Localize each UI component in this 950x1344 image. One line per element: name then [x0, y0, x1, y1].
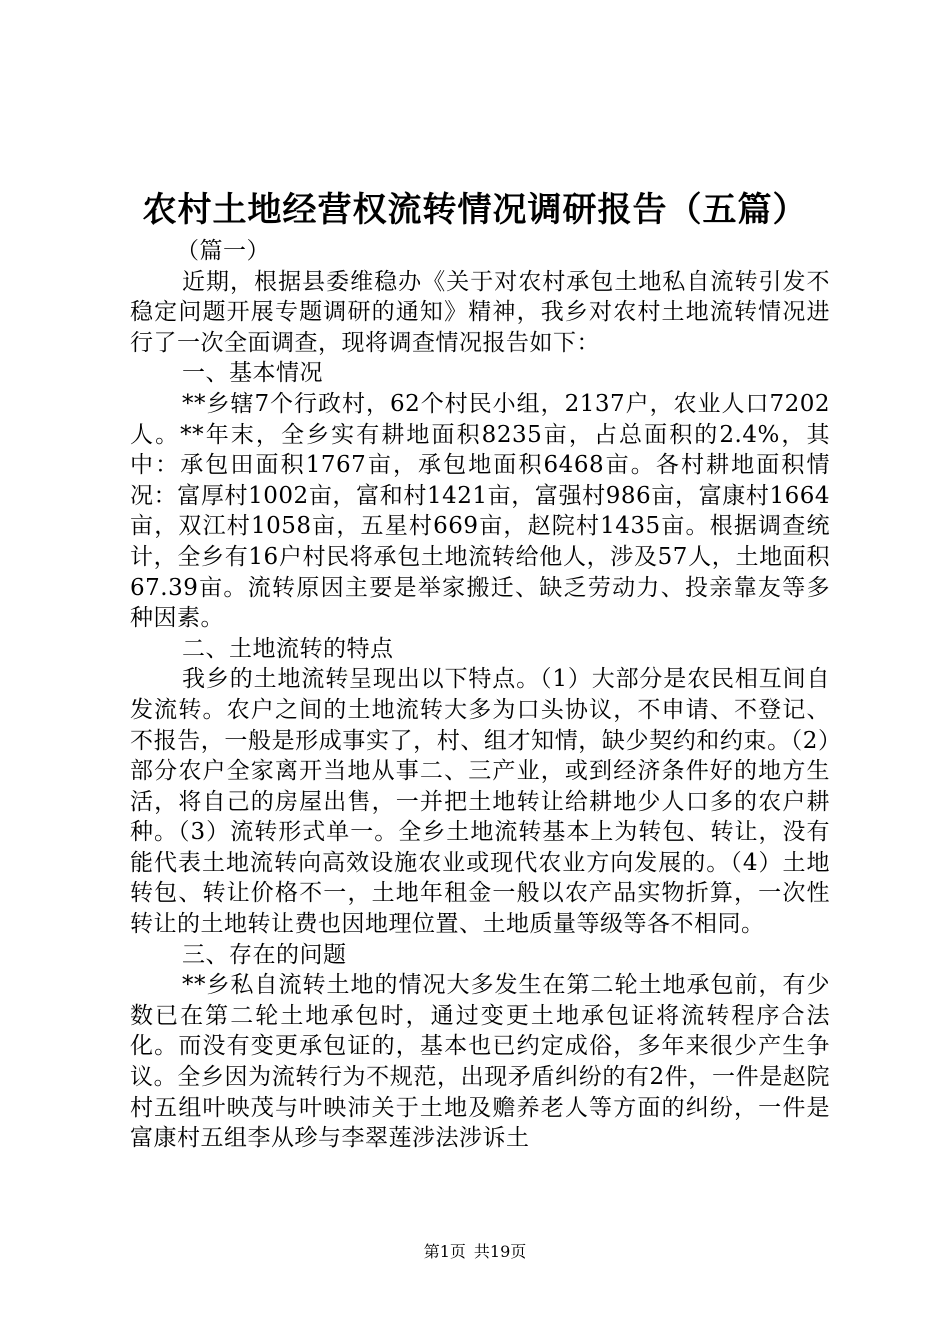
page-footer — [0, 1240, 950, 1264]
part-label: （篇一） — [176, 238, 270, 264]
section-paragraph-features: 我乡的土地流转呈现出以下特点。（1）大部分是农民相互间自发流转。农户之间的土地流转大多为口头协议，不申请、不登记、不报告，一般是形成事实了，村、组才知情，缺少契约和约束。（2）部分农户全家离开当地从事二、三产业，或到经济条件好的地方生活，将自己的房屋出售，一并把土地转让给耕地少人口多的农户耕种。（3）流转形式单一。全乡土地流转基本上为转包、转让，没有能代表土地流转向高效设施农业或现代农业方向发展的。（4）土地转包、转让价格不一，土地年租金一般以农产品实物折算，一次性转让的土地转让费也因地理位置、土地质量等级等各不相同。 — [130, 666, 830, 938]
section-paragraph-problems: **乡私自流转土地的情况大多发生在第二轮土地承包前，有少数已在第二轮土地承包时，通过变更土地承包证将流转程序合法化。而没有变更承包证的，基本也已约定成俗，多年来很少产生争议。全乡因为流转行为不规范，出现矛盾纠纷的有2件，一件是赵院村五组叶映茂与叶映沛关于土地及赡养老人等方面的纠纷，一件是富康村五组李从珍与李翠莲涉法涉诉土 — [130, 972, 830, 1152]
page-total: 共19页 — [473, 1242, 527, 1261]
document-body — [130, 236, 830, 1154]
section-heading-features: 二、土地流转的特点 — [182, 635, 394, 662]
page-number: 第1页 — [423, 1242, 466, 1261]
intro-paragraph: 近期，根据县委维稳办《关于对农村承包土地私自流转引发不稳定问题开展专题调研的通知》精神，我乡对农村土地流转情况进行了一次全面调查，现将调查情况报告如下： — [130, 268, 830, 356]
section-heading-problems: 三、存在的问题 — [182, 941, 347, 968]
document-title: 农村土地经营权流转情况调研报告（五篇） — [142, 190, 808, 230]
section-heading-basic: 一、基本情况 — [182, 360, 323, 387]
section-paragraph-basic: **乡辖7个行政村，62个村民小组，2137户，农业人口7202人。**年末，全乡实有耕地面积8235亩，占总面积的2.4%，其中：承包田面积1767亩，承包地面积6468亩。各村耕地面积情况：富厚村1002亩，富和村1421亩，富强村986亩，富康村1664亩，双江村1058亩，五星村669亩，赵院村1435亩。根据调查统计，全乡有16户村民将承包土地流转给他人，涉及57人，土地面积67.39亩。流转原因主要是举家搬迁、缺乏劳动力、投亲靠友等多种因素。 — [130, 390, 830, 632]
